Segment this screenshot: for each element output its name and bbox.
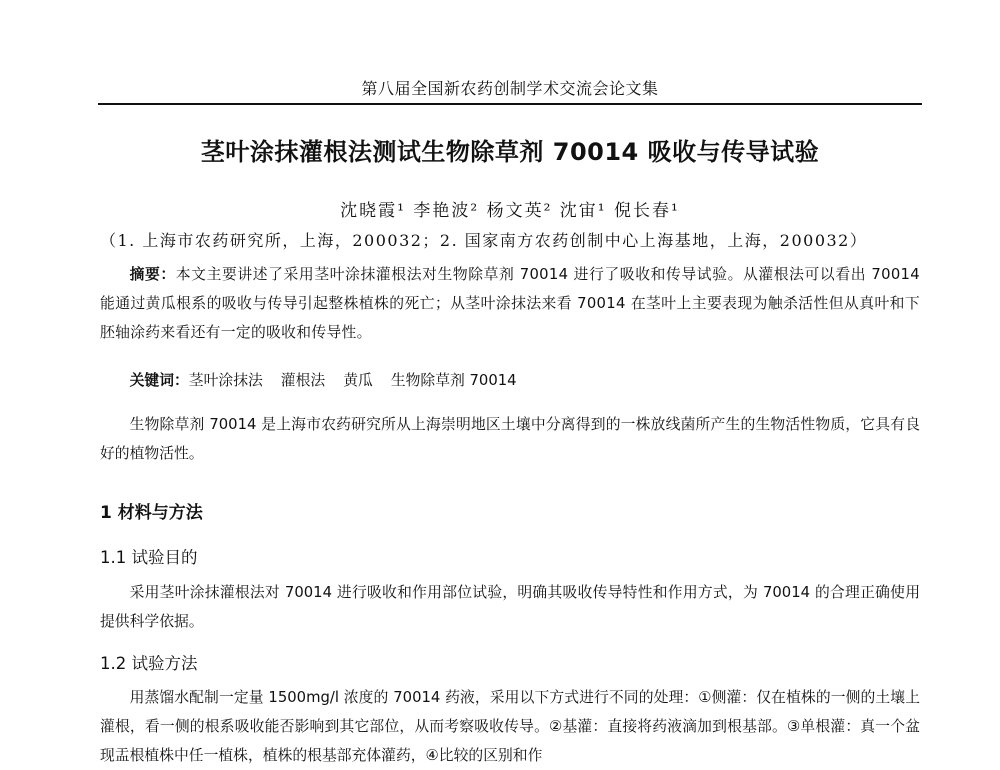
keyword-item: 茎叶涂抹法 — [188, 372, 263, 389]
keyword-item: 灌根法 — [280, 372, 326, 389]
intro-paragraph: 生物除草剂 70014 是上海市农药研究所从上海崇明地区土壤中分离得到的一株放线菌所产生的生物活性物质，它具有良好的植物活性。 — [100, 416, 920, 462]
section-1-2-paragraph: 用蒸馏水配制一定量 1500mg/l 浓度的 70014 药液，采用以下方式进行不同的处理：①侧灌：仅在植株的一侧的土壤上灌根，看一侧的根系吸收能否影响到其它部位，从而考察吸收传导。②基灌：直接将药液滴加到根基部。③单根灌：真一个盆现盂根植株中任一植株，植株的根基部充体灌药，④比较的区别和作 — [100, 689, 920, 764]
section-heading-1-2: 1.2 试验方法 — [100, 654, 198, 673]
paper-title: 茎叶涂抹灌根法测试生物除草剂 70014 吸收与传导试验 — [200, 138, 820, 166]
affiliations: （1. 上海市农药研究所，上海，200032；2. 国家南方农药创制中心上海基地，上海，200032） — [100, 231, 868, 250]
abstract-label: 摘要： — [129, 266, 176, 283]
keywords — [100, 366, 920, 395]
keyword-item: 黄瓜 — [343, 372, 373, 389]
abstract-text: 本文主要讲述了采用茎叶涂抹灌根法对生物除草剂 70014 进行了吸收和传导试验。从灌根法可以看出 70014 能通过黄瓜根系的吸收与传导引起整株植株的死亡；从茎叶涂抹法来看 70014 在茎叶上主要表现为触杀活性但从真叶和下胚轴涂药来看还有一定的吸收和传导性。 — [100, 266, 920, 341]
keywords-label: 关键词： — [129, 372, 189, 389]
section-1-1-paragraph: 采用茎叶涂抹灌根法对 70014 进行吸收和作用部位试验，明确其吸收传导特性和作用方式，为 70014 的合理正确使用提供科学依据。 — [100, 584, 920, 630]
header-rule — [98, 103, 922, 105]
section-heading-1-1: 1.1 试验目的 — [100, 548, 198, 567]
section-heading-1: 1 材料与方法 — [100, 503, 203, 523]
running-head: 第八届全国新农药创制学术交流会论文集 — [361, 79, 659, 98]
keyword-item: 生物除草剂 70014 — [390, 372, 517, 389]
abstract — [100, 260, 920, 347]
author-list: 沈晓霞¹ 李艳波² 杨文英² 沈宙¹ 倪长春¹ — [340, 201, 680, 221]
